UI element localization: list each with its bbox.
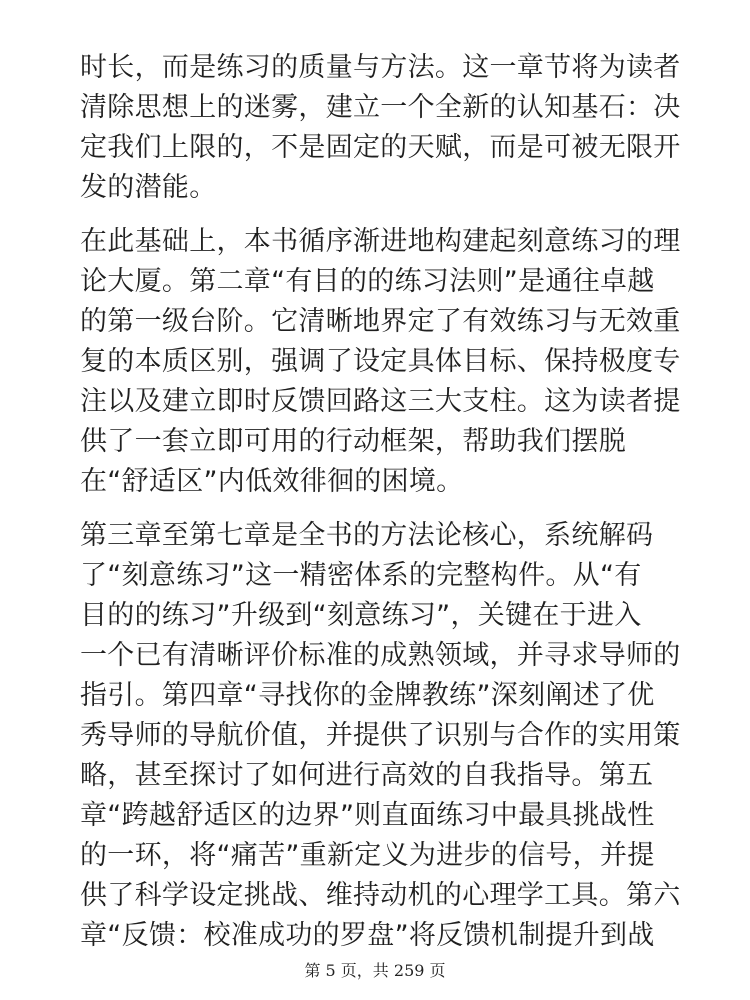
text-line: 注以及建立即时反馈回路这三大支柱。这为读者提 [80, 386, 681, 417]
total-pages-number: 259 [393, 961, 425, 980]
text-line: 章“反馈：校准成功的罗盘”将反馈机制提升到战 [80, 920, 655, 951]
footer-middle: 页，共 [335, 961, 394, 980]
page-footer [0, 958, 750, 981]
text-line: 供了一套立即可用的行动框架，帮助我们摆脱 [80, 426, 626, 457]
text-line: 定我们上限的，不是固定的天赋，而是可被无限开 [80, 132, 681, 163]
text-line: 章“跨越舒适区的边界”则直面练习中最具挑战性 [80, 800, 655, 831]
text-line: 略，甚至探讨了如何进行高效的自我指导。第五 [80, 760, 654, 791]
text-line: 在“舒适区”内低效徘徊的困境。 [80, 466, 464, 497]
text-line: 秀导师的导航价值，并提供了识别与合作的实用策 [80, 720, 681, 751]
text-line: 目的的练习”升级到“刻意练习”，关键在于进入 [80, 600, 642, 631]
current-page-number: 5 [325, 961, 336, 980]
footer-prefix: 第 [304, 961, 326, 980]
text-line: 指引。第四章“寻找你的金牌教练”深刻阐述了优 [80, 680, 655, 711]
text-line: 发的潜能。 [80, 172, 217, 203]
text-line: 供了科学设定挑战、维持动机的心理学工具。第六 [80, 880, 681, 911]
text-line: 在此基础上，本书循序渐进地构建起刻意练习的理 [80, 226, 681, 257]
text-line: 第三章至第七章是全书的方法论核心，系统解码 [80, 520, 654, 551]
paragraph [80, 222, 680, 502]
paragraph [80, 516, 680, 956]
text-line: 了“刻意练习”这一精密体系的完整构件。从“有 [80, 560, 642, 591]
body-text [80, 48, 680, 970]
text-line: 的第一级台阶。它清晰地界定了有效练习与无效重 [80, 306, 681, 337]
paragraph [80, 48, 680, 208]
text-line: 论大厦。第二章“有目的的练习法则”是通往卓越 [80, 266, 655, 297]
text-line: 一个已有清晰评价标准的成熟领域，并寻求导师的 [80, 640, 681, 671]
text-line: 复的本质区别，强调了设定具体目标、保持极度专 [80, 346, 681, 377]
text-line: 清除思想上的迷雾，建立一个全新的认知基石：决 [80, 92, 681, 123]
footer-suffix: 页 [424, 961, 446, 980]
text-line: 时长，而是练习的质量与方法。这一章节将为读者 [80, 52, 681, 83]
text-line: 的一环，将“痛苦”重新定义为进步的信号，并提 [80, 840, 655, 871]
